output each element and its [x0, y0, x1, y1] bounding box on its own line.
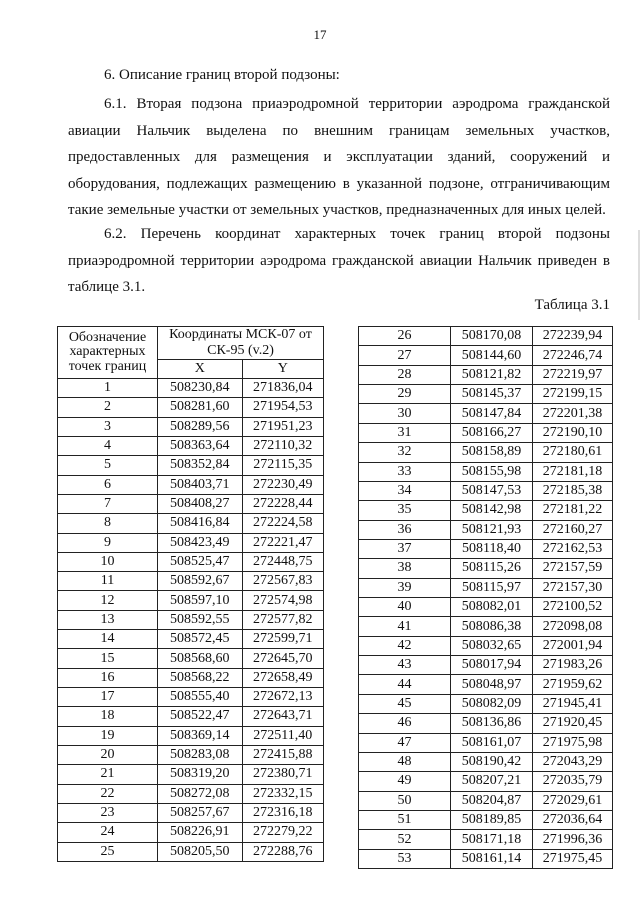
x-coordinate-cell: 508136,86	[451, 714, 533, 733]
y-coordinate-cell: 272228,44	[242, 494, 324, 513]
point-number-cell: 34	[359, 481, 451, 500]
point-number-cell: 8	[58, 514, 158, 533]
point-number-cell: 36	[359, 520, 451, 539]
x-coordinate-cell: 508572,45	[158, 630, 243, 649]
point-number-cell: 18	[58, 707, 158, 726]
table-row	[58, 610, 324, 629]
x-coordinate-cell: 508525,47	[158, 552, 243, 571]
y-coordinate-cell: 272643,71	[242, 707, 324, 726]
y-coordinate-cell: 272567,83	[242, 572, 324, 591]
x-coordinate-cell: 508408,27	[158, 494, 243, 513]
x-coordinate-cell: 508568,60	[158, 649, 243, 668]
point-number-cell: 21	[58, 765, 158, 784]
y-coordinate-cell: 272199,15	[533, 385, 613, 404]
y-coordinate-cell: 271996,36	[533, 830, 613, 849]
point-number-cell: 16	[58, 668, 158, 687]
table-row	[359, 791, 613, 810]
table-row	[58, 726, 324, 745]
x-coordinate-cell: 508592,55	[158, 610, 243, 629]
point-number-cell: 27	[359, 346, 451, 365]
point-number-cell: 6	[58, 475, 158, 494]
table-row	[58, 456, 324, 475]
y-coordinate-cell: 272181,22	[533, 501, 613, 520]
x-coordinate-cell: 508190,42	[451, 752, 533, 771]
table-row	[58, 417, 324, 436]
point-number-cell: 42	[359, 636, 451, 655]
section-heading: 6. Описание границ второй подзоны:	[104, 67, 340, 83]
y-coordinate-cell: 272224,58	[242, 514, 324, 533]
y-coordinate-cell: 272185,38	[533, 481, 613, 500]
x-coordinate-cell: 508369,14	[158, 726, 243, 745]
point-number-cell: 23	[58, 803, 158, 822]
y-coordinate-cell: 272157,59	[533, 559, 613, 578]
y-coordinate-cell: 271836,04	[242, 379, 324, 398]
header-x-label: X	[158, 360, 243, 379]
point-number-cell: 48	[359, 752, 451, 771]
table-row	[359, 714, 613, 733]
point-number-cell: 3	[58, 417, 158, 436]
x-coordinate-cell: 508283,08	[158, 745, 243, 764]
table-row	[359, 752, 613, 771]
table-row	[359, 501, 613, 520]
table-row	[359, 617, 613, 636]
x-coordinate-cell: 508048,97	[451, 675, 533, 694]
y-coordinate-cell: 272180,61	[533, 443, 613, 462]
x-coordinate-cell: 508205,50	[158, 842, 243, 861]
table-row	[58, 784, 324, 803]
table-row	[359, 830, 613, 849]
table-row	[58, 494, 324, 513]
x-coordinate-cell: 508161,07	[451, 733, 533, 752]
point-number-cell: 26	[359, 327, 451, 346]
point-number-cell: 7	[58, 494, 158, 513]
y-coordinate-cell: 272110,32	[242, 436, 324, 455]
page-number: 17	[313, 27, 327, 42]
y-coordinate-cell: 271959,62	[533, 675, 613, 694]
point-number-cell: 17	[58, 688, 158, 707]
table-row	[359, 849, 613, 868]
y-coordinate-cell: 272672,13	[242, 688, 324, 707]
x-coordinate-cell: 508592,67	[158, 572, 243, 591]
table-row	[58, 842, 324, 861]
coordinates-table-right	[358, 326, 613, 869]
point-number-cell: 10	[58, 552, 158, 571]
x-coordinate-cell: 508082,01	[451, 598, 533, 617]
point-number-cell: 22	[58, 784, 158, 803]
point-number-cell: 33	[359, 462, 451, 481]
y-coordinate-cell: 271945,41	[533, 694, 613, 713]
point-number-cell: 35	[359, 501, 451, 520]
x-coordinate-cell: 508147,53	[451, 481, 533, 500]
x-coordinate-cell: 508161,14	[451, 849, 533, 868]
table-row	[58, 803, 324, 822]
x-coordinate-cell: 508230,84	[158, 379, 243, 398]
table-row	[58, 552, 324, 571]
y-coordinate-cell: 272279,22	[242, 823, 324, 842]
point-number-cell: 52	[359, 830, 451, 849]
y-coordinate-cell: 272448,75	[242, 552, 324, 571]
y-coordinate-cell: 272645,70	[242, 649, 324, 668]
paragraph-6-2	[68, 221, 610, 301]
point-number-cell: 44	[359, 675, 451, 694]
point-number-cell: 11	[58, 572, 158, 591]
y-coordinate-cell: 271951,23	[242, 417, 324, 436]
table-row	[58, 707, 324, 726]
y-coordinate-cell: 272658,49	[242, 668, 324, 687]
x-coordinate-cell: 508115,26	[451, 559, 533, 578]
y-coordinate-cell: 272190,10	[533, 423, 613, 442]
point-number-cell: 50	[359, 791, 451, 810]
y-coordinate-cell: 272511,40	[242, 726, 324, 745]
point-number-cell: 28	[359, 365, 451, 384]
point-number-cell: 20	[58, 745, 158, 764]
x-coordinate-cell: 508147,84	[451, 404, 533, 423]
point-number-cell: 24	[58, 823, 158, 842]
point-number-cell: 31	[359, 423, 451, 442]
x-coordinate-cell: 508403,71	[158, 475, 243, 494]
x-coordinate-cell: 508144,60	[451, 346, 533, 365]
y-coordinate-cell: 272115,35	[242, 456, 324, 475]
x-coordinate-cell: 508289,56	[158, 417, 243, 436]
y-coordinate-cell: 272029,61	[533, 791, 613, 810]
table-row	[359, 346, 613, 365]
point-number-cell: 53	[359, 849, 451, 868]
x-coordinate-cell: 508416,84	[158, 514, 243, 533]
table-row	[359, 404, 613, 423]
x-coordinate-cell: 508363,64	[158, 436, 243, 455]
y-coordinate-cell: 271975,45	[533, 849, 613, 868]
y-coordinate-cell: 271920,45	[533, 714, 613, 733]
y-coordinate-cell: 271954,53	[242, 398, 324, 417]
y-coordinate-cell: 272316,18	[242, 803, 324, 822]
y-coordinate-cell: 272162,53	[533, 539, 613, 558]
header-point-label: Обозначение характерных точек границ	[58, 327, 158, 379]
y-coordinate-cell: 271975,98	[533, 733, 613, 752]
x-coordinate-cell: 508423,49	[158, 533, 243, 552]
table-row	[359, 636, 613, 655]
point-number-cell: 12	[58, 591, 158, 610]
table-row	[359, 656, 613, 675]
y-coordinate-cell: 272221,47	[242, 533, 324, 552]
y-coordinate-cell: 272001,94	[533, 636, 613, 655]
point-number-cell: 37	[359, 539, 451, 558]
x-coordinate-cell: 508032,65	[451, 636, 533, 655]
point-number-cell: 38	[359, 559, 451, 578]
header-coords-label: Координаты МСК-07 от СК-95 (v.2)	[158, 327, 324, 360]
x-coordinate-cell: 508207,21	[451, 772, 533, 791]
y-coordinate-cell: 272332,15	[242, 784, 324, 803]
x-coordinate-cell: 508115,97	[451, 578, 533, 597]
table-row	[58, 475, 324, 494]
y-coordinate-cell: 272246,74	[533, 346, 613, 365]
table-row	[58, 398, 324, 417]
y-coordinate-cell: 272181,18	[533, 462, 613, 481]
x-coordinate-cell: 508155,98	[451, 462, 533, 481]
x-coordinate-cell: 508319,20	[158, 765, 243, 784]
point-number-cell: 9	[58, 533, 158, 552]
y-coordinate-cell: 272036,64	[533, 810, 613, 829]
table-row	[58, 765, 324, 784]
table-row	[58, 379, 324, 398]
x-coordinate-cell: 508555,40	[158, 688, 243, 707]
point-number-cell: 1	[58, 379, 158, 398]
table-row	[58, 533, 324, 552]
y-coordinate-cell: 272239,94	[533, 327, 613, 346]
point-number-cell: 45	[359, 694, 451, 713]
point-number-cell: 30	[359, 404, 451, 423]
x-coordinate-cell: 508170,08	[451, 327, 533, 346]
x-coordinate-cell: 508121,93	[451, 520, 533, 539]
table-row	[359, 810, 613, 829]
table-row	[359, 365, 613, 384]
point-number-cell: 25	[58, 842, 158, 861]
x-coordinate-cell: 508281,60	[158, 398, 243, 417]
y-coordinate-cell: 272288,76	[242, 842, 324, 861]
point-number-cell: 5	[58, 456, 158, 475]
table-row	[58, 436, 324, 455]
point-number-cell: 47	[359, 733, 451, 752]
table-row	[359, 520, 613, 539]
point-number-cell: 13	[58, 610, 158, 629]
paragraph-6-1-text: 6.1. Вторая подзона приаэродромной территории аэродрома гражданской авиации Нальчик выделена по внешним границам земельных участков, предоставленных для размещения и эксплуатации зданий, сооружений и оборудования, подлежащих размещению в указанной подзоне, отграничивающим такие земельные участки от земельных участков, предназначенных для иных целей.	[68, 96, 610, 218]
point-number-cell: 40	[359, 598, 451, 617]
y-coordinate-cell: 272098,08	[533, 617, 613, 636]
x-coordinate-cell: 508086,38	[451, 617, 533, 636]
table-row	[359, 578, 613, 597]
table-row	[58, 688, 324, 707]
table-row	[58, 668, 324, 687]
x-coordinate-cell: 508226,91	[158, 823, 243, 842]
paragraph-6-1	[68, 91, 610, 224]
y-coordinate-cell: 272574,98	[242, 591, 324, 610]
y-coordinate-cell: 272219,97	[533, 365, 613, 384]
x-coordinate-cell: 508257,67	[158, 803, 243, 822]
y-coordinate-cell: 272160,27	[533, 520, 613, 539]
point-number-cell: 41	[359, 617, 451, 636]
x-coordinate-cell: 508145,37	[451, 385, 533, 404]
x-coordinate-cell: 508171,18	[451, 830, 533, 849]
point-number-cell: 49	[359, 772, 451, 791]
point-number-cell: 43	[359, 656, 451, 675]
x-coordinate-cell: 508597,10	[158, 591, 243, 610]
paragraph-6-2-text: 6.2. Перечень координат характерных точек границ второй подзоны приаэродромной территории аэродрома гражданской авиации Нальчик приведен в таблице 3.1.	[68, 226, 610, 295]
x-coordinate-cell: 508017,94	[451, 656, 533, 675]
x-coordinate-cell: 508121,82	[451, 365, 533, 384]
table-row	[359, 443, 613, 462]
table-row	[58, 572, 324, 591]
x-coordinate-cell: 508118,40	[451, 539, 533, 558]
y-coordinate-cell: 272415,88	[242, 745, 324, 764]
y-coordinate-cell: 272230,49	[242, 475, 324, 494]
table-row	[359, 772, 613, 791]
table-row	[359, 327, 613, 346]
x-coordinate-cell: 508522,47	[158, 707, 243, 726]
y-coordinate-cell: 271983,26	[533, 656, 613, 675]
table-row	[359, 385, 613, 404]
x-coordinate-cell: 508158,89	[451, 443, 533, 462]
x-coordinate-cell: 508568,22	[158, 668, 243, 687]
point-number-cell: 32	[359, 443, 451, 462]
table-row	[58, 514, 324, 533]
x-coordinate-cell: 508352,84	[158, 456, 243, 475]
point-number-cell: 51	[359, 810, 451, 829]
y-coordinate-cell: 272599,71	[242, 630, 324, 649]
point-number-cell: 2	[58, 398, 158, 417]
y-coordinate-cell: 272035,79	[533, 772, 613, 791]
x-coordinate-cell: 508189,85	[451, 810, 533, 829]
point-number-cell: 29	[359, 385, 451, 404]
table-row	[359, 733, 613, 752]
table-row	[359, 423, 613, 442]
point-number-cell: 39	[359, 578, 451, 597]
y-coordinate-cell: 272380,71	[242, 765, 324, 784]
table-row	[58, 591, 324, 610]
table-row	[359, 675, 613, 694]
y-coordinate-cell: 272201,38	[533, 404, 613, 423]
table-row	[58, 649, 324, 668]
y-coordinate-cell: 272043,29	[533, 752, 613, 771]
header-y-label: Y	[242, 360, 324, 379]
table-row	[359, 462, 613, 481]
table-row	[359, 539, 613, 558]
table-row	[359, 694, 613, 713]
table-row	[58, 630, 324, 649]
x-coordinate-cell: 508142,98	[451, 501, 533, 520]
y-coordinate-cell: 272577,82	[242, 610, 324, 629]
table-row	[58, 823, 324, 842]
coordinates-table-left	[57, 326, 324, 862]
x-coordinate-cell: 508166,27	[451, 423, 533, 442]
table-row	[359, 598, 613, 617]
table-row	[58, 745, 324, 764]
table-caption: Таблица 3.1	[534, 297, 610, 313]
table-row	[359, 481, 613, 500]
x-coordinate-cell: 508204,87	[451, 791, 533, 810]
point-number-cell: 46	[359, 714, 451, 733]
point-number-cell: 14	[58, 630, 158, 649]
table-row	[359, 559, 613, 578]
x-coordinate-cell: 508082,09	[451, 694, 533, 713]
point-number-cell: 19	[58, 726, 158, 745]
point-number-cell: 4	[58, 436, 158, 455]
point-number-cell: 15	[58, 649, 158, 668]
x-coordinate-cell: 508272,08	[158, 784, 243, 803]
y-coordinate-cell: 272157,30	[533, 578, 613, 597]
y-coordinate-cell: 272100,52	[533, 598, 613, 617]
